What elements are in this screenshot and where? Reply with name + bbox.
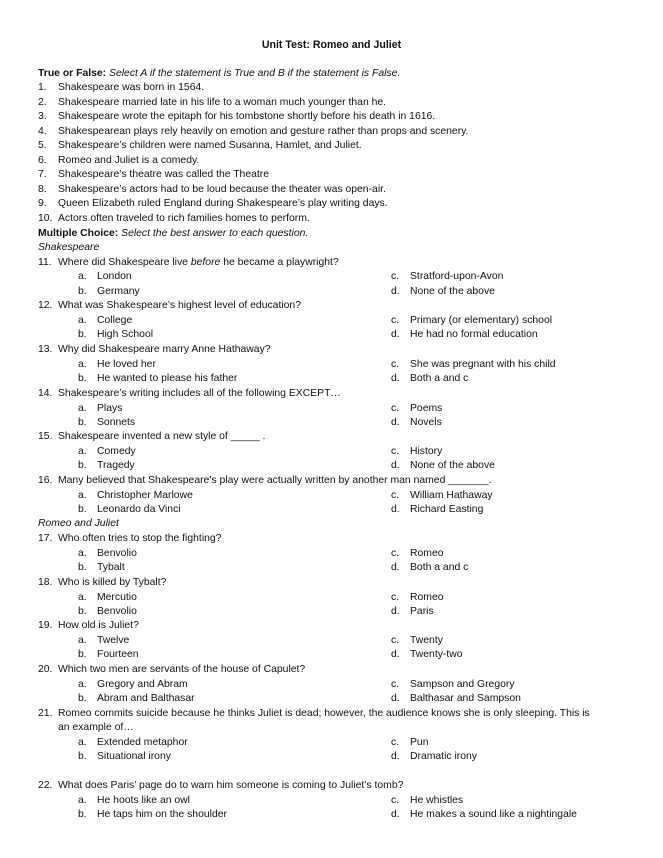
tf-item (38, 110, 435, 125)
option-letter: d. (391, 693, 400, 704)
tf-item (38, 139, 362, 154)
option-c: c. Stratford-upon-Avon (391, 271, 504, 282)
option-letter: a. (78, 794, 87, 806)
option-text: He whistles (410, 794, 464, 806)
option-letter: b. (78, 606, 87, 617)
option-text: Tragedy (97, 460, 135, 471)
question-number: 20. (38, 664, 53, 675)
tf-item (38, 96, 386, 111)
item-text: Queen Elizabeth ruled England during Shakespeare’s play writing days. (58, 198, 388, 209)
question-number: 21. (38, 708, 53, 719)
question-number: 16. (38, 475, 53, 486)
item-number: 4. (38, 125, 47, 137)
option-text: Romeo (410, 547, 444, 559)
option-d (391, 561, 468, 576)
option-letter: c. (391, 445, 400, 457)
option-b (78, 561, 125, 576)
option-b: b. Germany (78, 286, 140, 297)
option-letter: d. (391, 809, 400, 820)
option-text: High School (97, 329, 154, 340)
question-text-post: he became a playwright? (220, 257, 339, 268)
option-letter: a. (78, 314, 87, 326)
option-b (78, 416, 135, 431)
mc-header (38, 227, 308, 242)
option-letter: b. (78, 504, 87, 515)
option-text: Tybalt (97, 562, 125, 573)
question-text: Who is killed by Tybalt? (58, 577, 167, 588)
question (38, 387, 341, 402)
option-letter: a. (78, 402, 87, 414)
option-text: Plays (97, 402, 123, 414)
option-b (78, 605, 137, 620)
question-text: What does Paris’ page do to warn him someone is coming to Juliet’s tomb? (58, 780, 404, 791)
question-number: 22. (38, 780, 53, 791)
item-number: 1. (38, 82, 47, 93)
option-letter: b. (78, 809, 87, 820)
option-text: Both a and c (410, 562, 469, 573)
option-letter: b. (78, 460, 87, 471)
question-number: 17. (38, 533, 53, 544)
option-d (391, 648, 463, 663)
option-text: He had no formal education (410, 329, 538, 340)
option-c: c. Pun (391, 737, 429, 748)
item-text: Shakespeare wrote the epitaph for his tombstone shortly before his death in 1616. (58, 111, 436, 122)
option-text: Gregory and Abram (97, 678, 188, 690)
option-letter: d. (391, 329, 400, 340)
question-21 (38, 707, 590, 722)
question-number: 12. (38, 300, 53, 311)
option-b (78, 692, 195, 707)
item-text: Shakespeare’s children were named Susanna, Hamlet, and Juliet. (58, 140, 362, 151)
option-d: d. Dramatic irony (391, 751, 477, 762)
option-d (391, 328, 538, 343)
question-number: 18. (38, 577, 53, 588)
option-a (78, 678, 188, 693)
option-a (78, 489, 193, 504)
tf-item (38, 81, 204, 96)
item-number: 6. (38, 154, 47, 166)
option-text: Richard Easting (410, 504, 484, 515)
question-text: Shakespeare invented a new style of _____ . (58, 431, 266, 442)
option-c (391, 445, 442, 460)
option-c (391, 591, 444, 606)
option-text: He makes a sound like a nightingale (410, 809, 577, 820)
option-text: Romeo (410, 591, 444, 603)
option-d (391, 459, 495, 474)
item-text: Romeo and Juliet is a comedy. (58, 154, 200, 166)
option-letter: c. (391, 634, 400, 646)
option-d (391, 808, 577, 823)
tf-item (38, 168, 269, 183)
option-letter: c. (391, 794, 400, 806)
mc-instruction: Select the best answer to each question. (121, 228, 309, 239)
option-d (391, 692, 521, 707)
question-number: 19. (38, 620, 53, 631)
option-a (78, 634, 129, 649)
section-heading-romeo-juliet: Romeo and Juliet (38, 518, 119, 529)
option-letter: a. (78, 445, 87, 457)
option-letter: b. (78, 649, 87, 660)
option-b (78, 503, 181, 518)
option-text: College (97, 314, 133, 326)
item-text: Shakespeare married late in his life to a woman much younger than he. (58, 96, 387, 108)
tf-item (38, 183, 386, 198)
option-text: Abram and Balthasar (97, 693, 195, 704)
option-text: Benvolio (97, 547, 137, 559)
item-number: 5. (38, 140, 47, 151)
item-number: 2. (38, 96, 47, 108)
question-11 (38, 256, 339, 271)
option-letter: b. (78, 329, 87, 340)
option-letter: a. (78, 358, 87, 370)
option-d (391, 503, 483, 518)
option-text: Both a and c (410, 373, 469, 384)
option-text: Leonardo da Vinci (97, 504, 181, 515)
question-text-pre: Where did Shakespeare live (58, 257, 191, 268)
option-text: Twenty (410, 634, 443, 646)
question (38, 430, 265, 445)
option-text: Fourteen (97, 649, 139, 660)
option-a (78, 358, 156, 373)
option-text: Christopher Marlowe (97, 489, 193, 501)
option-d (391, 416, 442, 431)
option-letter: c. (391, 678, 400, 690)
option-c (391, 489, 493, 504)
option-c (391, 358, 556, 373)
item-text: Shakespeare’s theatre was called the Theatre (58, 169, 270, 180)
option-letter: c. (391, 314, 400, 326)
option-b (78, 808, 227, 823)
option-text: Sampson and Gregory (410, 678, 515, 690)
option-letter: d. (391, 373, 400, 384)
option-a (78, 794, 190, 809)
option-text: He wanted to please his father (97, 373, 238, 384)
option-text: He hoots like an owl (97, 794, 190, 806)
question-text: Romeo commits suicide because he thinks Juliet is dead; however, the audience knows she is only sleeping. This is (58, 708, 590, 719)
option-letter: a. (78, 678, 87, 690)
option-letter: d. (391, 606, 400, 617)
option-c (391, 402, 442, 417)
question-text: Many believed that Shakespeare’s play were actually written by another man named _______. (58, 475, 492, 486)
tf-item (38, 197, 388, 212)
item-number: 7. (38, 169, 47, 180)
option-d (391, 605, 434, 620)
option-text: None of the above (410, 460, 495, 471)
question-text: What was Shakespeare’s highest level of education? (58, 300, 301, 311)
question (38, 619, 139, 634)
item-text: Actors often traveled to rich families homes to perform. (58, 212, 310, 224)
option-letter: d. (391, 460, 400, 471)
item-text: Shakespearean plays rely heavily on emotion and gesture rather than props and scenery. (58, 125, 469, 137)
option-text: Mercutio (97, 591, 137, 603)
option-text: Benvolio (97, 606, 137, 617)
page-title: Unit Test: Romeo and Juliet (261, 39, 402, 51)
option-a (78, 314, 132, 329)
option-text: Balthasar and Sampson (410, 693, 521, 704)
item-number: 8. (38, 183, 47, 195)
option-text: Twelve (97, 634, 130, 646)
item-number: 9. (38, 198, 47, 209)
option-b (78, 372, 237, 387)
option-text: Primary (or elementary) school (410, 314, 553, 326)
question (38, 576, 166, 591)
item-text: Shakespeare was born in 1564. (58, 82, 205, 93)
option-letter: d. (391, 417, 400, 428)
option-b (78, 328, 153, 343)
question (38, 343, 271, 358)
option-b (78, 459, 135, 474)
option-c (391, 678, 515, 693)
option-letter: d. (391, 504, 400, 515)
option-letter: a. (78, 547, 87, 559)
option-text: Paris (410, 606, 434, 617)
item-text: Shakespeare’s actors had to be loud because the theater was open-air. (58, 183, 386, 195)
option-letter: d. (391, 562, 400, 573)
question-text: Which two men are servants of the house of Capulet? (58, 664, 306, 675)
option-c (391, 794, 463, 809)
tf-label: True or False: (38, 68, 107, 79)
option-text: He taps him on the shoulder (97, 809, 227, 820)
option-d: d. None of the above (391, 286, 495, 297)
item-number: 10. (38, 212, 53, 224)
option-text: Twenty-two (410, 649, 463, 660)
option-text: History (410, 445, 443, 457)
question (38, 299, 301, 314)
option-letter: c. (391, 489, 400, 501)
question-text: Shakespeare’s writing includes all of the following EXCEPT… (58, 388, 341, 399)
option-letter: a. (78, 591, 87, 603)
option-letter: b. (78, 562, 87, 573)
tf-instruction: Select A if the statement is True and B if the statement is False. (109, 68, 401, 79)
tf-item (38, 212, 310, 227)
option-text: Sonnets (97, 417, 136, 428)
tf-item (38, 154, 199, 169)
option-letter: a. (78, 634, 87, 646)
section-heading-shakespeare: Shakespeare (38, 242, 100, 253)
option-d (391, 372, 468, 387)
option-letter: b. (78, 373, 87, 384)
question-text: Why did Shakespeare marry Anne Hathaway? (58, 344, 271, 355)
option-c (391, 634, 443, 649)
option-text: Novels (410, 417, 442, 428)
question-21-continued: an example of… (58, 722, 134, 733)
option-b: b. Situational irony (78, 751, 171, 762)
item-number: 3. (38, 111, 47, 122)
question-text: How old is Juliet? (58, 620, 139, 631)
question (38, 532, 221, 547)
question-number: 11. (38, 257, 52, 268)
option-text: She was pregnant with his child (410, 358, 556, 370)
option-a (78, 591, 137, 606)
option-c (391, 547, 444, 562)
question (38, 779, 403, 794)
question-text: Who often tries to stop the fighting? (58, 533, 222, 544)
option-letter: d. (391, 649, 400, 660)
tf-header (38, 67, 400, 82)
option-c (391, 314, 552, 329)
option-letter: c. (391, 547, 400, 559)
option-b (78, 648, 139, 663)
option-letter: a. (78, 489, 87, 501)
question (38, 663, 305, 678)
question (38, 474, 492, 489)
option-letter: b. (78, 417, 87, 428)
option-letter: c. (391, 402, 400, 414)
option-text: William Hathaway (410, 489, 493, 501)
option-a: a. London (78, 271, 132, 282)
option-text: He loved her (97, 358, 156, 370)
question-number: 14. (38, 388, 53, 399)
option-a (78, 445, 136, 460)
mc-label: Multiple Choice: (38, 228, 119, 239)
option-text: Comedy (97, 445, 136, 457)
option-letter: b. (78, 693, 87, 704)
option-text: Poems (410, 402, 443, 414)
tf-item (38, 125, 469, 140)
option-a: a. Extended metaphor (78, 737, 188, 748)
option-letter: c. (391, 358, 400, 370)
question-text-emphasis: before (190, 257, 221, 268)
option-a (78, 402, 122, 417)
question-number: 15. (38, 431, 53, 442)
option-a (78, 547, 137, 562)
option-letter: c. (391, 591, 400, 603)
question-number: 13. (38, 344, 53, 355)
